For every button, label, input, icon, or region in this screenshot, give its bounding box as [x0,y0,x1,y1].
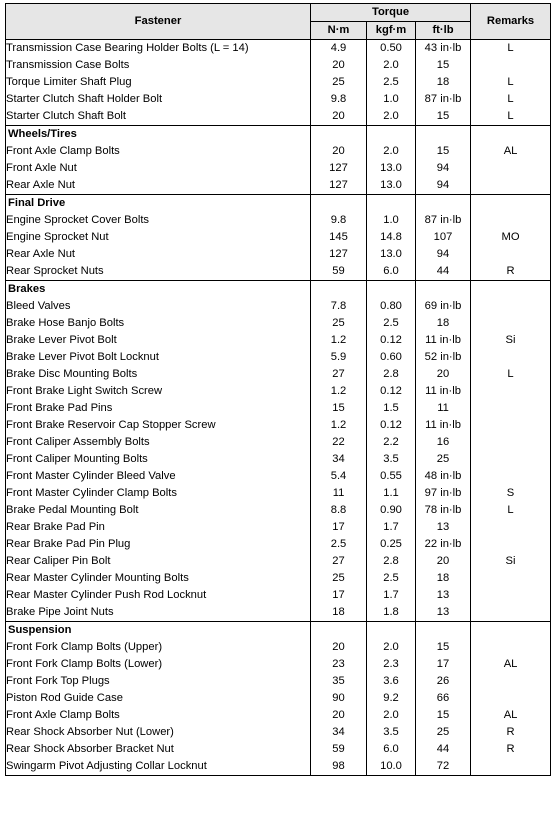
torque-ftlb: 16 [416,434,471,451]
fastener-name: Front Fork Clamp Bolts (Lower) [6,656,311,673]
torque-ftlb: 15 [416,108,471,126]
remarks: R [471,724,551,741]
remarks [471,298,551,315]
fastener-name: Brake Lever Pivot Bolt Locknut [6,349,311,366]
remarks: L [471,108,551,126]
torque-kgfm: 0.12 [367,332,416,349]
fastener-name: Front Brake Reservoir Cap Stopper Screw [6,417,311,434]
torque-nm: 59 [311,741,367,758]
empty-cell [367,281,416,299]
torque-kgfm: 1.7 [367,587,416,604]
table-row [6,349,551,366]
torque-kgfm: 3.5 [367,451,416,468]
table-row [6,91,551,108]
fastener-name: Rear Brake Pad Pin [6,519,311,536]
torque-ftlb: 94 [416,177,471,195]
empty-cell [416,622,471,640]
empty-cell [367,622,416,640]
fastener-name: Brake Disc Mounting Bolts [6,366,311,383]
remarks: AL [471,143,551,160]
fastener-name: Brake Pipe Joint Nuts [6,604,311,622]
torque-nm: 4.9 [311,40,367,58]
torque-ftlb: 13 [416,587,471,604]
header-kgfm: kgf·m [367,22,416,40]
torque-kgfm: 2.0 [367,143,416,160]
torque-ftlb: 13 [416,519,471,536]
torque-kgfm: 3.6 [367,673,416,690]
torque-ftlb: 87 in·lb [416,212,471,229]
section-header-row [6,622,551,640]
torque-ftlb: 15 [416,57,471,74]
torque-nm: 25 [311,74,367,91]
torque-ftlb: 15 [416,707,471,724]
torque-ftlb: 52 in·lb [416,349,471,366]
header-nm: N·m [311,22,367,40]
torque-ftlb: 69 in·lb [416,298,471,315]
fastener-name: Rear Caliper Pin Bolt [6,553,311,570]
empty-cell [416,195,471,213]
torque-ftlb: 44 [416,263,471,281]
torque-nm: 9.8 [311,91,367,108]
torque-nm: 5.4 [311,468,367,485]
torque-ftlb: 11 in·lb [416,417,471,434]
table-row [6,673,551,690]
table-row [6,74,551,91]
empty-cell [311,622,367,640]
fastener-name: Rear Brake Pad Pin Plug [6,536,311,553]
torque-nm: 127 [311,246,367,263]
torque-nm: 98 [311,758,367,776]
table-row [6,212,551,229]
torque-kgfm: 6.0 [367,263,416,281]
torque-ftlb: 11 [416,400,471,417]
table-row [6,690,551,707]
torque-ftlb: 18 [416,570,471,587]
remarks [471,451,551,468]
torque-ftlb: 107 [416,229,471,246]
torque-kgfm: 10.0 [367,758,416,776]
empty-cell [471,195,551,213]
torque-ftlb: 43 in·lb [416,40,471,58]
empty-cell [311,281,367,299]
remarks [471,177,551,195]
fastener-name: Piston Rod Guide Case [6,690,311,707]
torque-kgfm: 0.50 [367,40,416,58]
torque-nm: 20 [311,57,367,74]
torque-ftlb: 15 [416,143,471,160]
remarks: AL [471,707,551,724]
fastener-name: Front Axle Clamp Bolts [6,143,311,160]
empty-cell [471,622,551,640]
section-header-row [6,281,551,299]
remarks [471,315,551,332]
table-row [6,332,551,349]
torque-kgfm: 2.5 [367,570,416,587]
remarks: MO [471,229,551,246]
table-row [6,502,551,519]
torque-kgfm: 1.8 [367,604,416,622]
section-title: Brakes [6,281,311,299]
torque-ftlb: 78 in·lb [416,502,471,519]
section-title: Final Drive [6,195,311,213]
torque-kgfm: 1.0 [367,91,416,108]
table-row [6,570,551,587]
remarks [471,246,551,263]
torque-nm: 11 [311,485,367,502]
remarks: L [471,74,551,91]
torque-kgfm: 13.0 [367,246,416,263]
table-row [6,57,551,74]
torque-nm: 1.2 [311,332,367,349]
torque-ftlb: 11 in·lb [416,332,471,349]
table-row [6,553,551,570]
table-row [6,229,551,246]
table-row [6,741,551,758]
torque-kgfm: 1.7 [367,519,416,536]
remarks [471,400,551,417]
torque-kgfm: 2.2 [367,434,416,451]
empty-cell [311,126,367,144]
torque-ftlb: 18 [416,315,471,332]
torque-nm: 145 [311,229,367,246]
torque-nm: 25 [311,315,367,332]
torque-nm: 17 [311,587,367,604]
torque-nm: 7.8 [311,298,367,315]
header-ftlb: ft·lb [416,22,471,40]
remarks: S [471,485,551,502]
remarks [471,536,551,553]
remarks: L [471,502,551,519]
torque-ftlb: 94 [416,160,471,177]
table-row [6,177,551,195]
empty-cell [367,195,416,213]
table-row [6,707,551,724]
torque-ftlb: 72 [416,758,471,776]
torque-ftlb: 26 [416,673,471,690]
torque-nm: 1.2 [311,417,367,434]
torque-kgfm: 13.0 [367,177,416,195]
torque-kgfm: 13.0 [367,160,416,177]
fastener-name: Rear Master Cylinder Mounting Bolts [6,570,311,587]
torque-kgfm: 1.1 [367,485,416,502]
remarks [471,690,551,707]
table-row [6,298,551,315]
fastener-name: Front Brake Pad Pins [6,400,311,417]
table-row [6,468,551,485]
torque-ftlb: 22 in·lb [416,536,471,553]
remarks: AL [471,656,551,673]
torque-kgfm: 0.90 [367,502,416,519]
fastener-name: Rear Sprocket Nuts [6,263,311,281]
table-row [6,315,551,332]
torque-nm: 34 [311,724,367,741]
empty-cell [367,126,416,144]
torque-nm: 20 [311,639,367,656]
torque-ftlb: 48 in·lb [416,468,471,485]
fastener-name: Front Axle Nut [6,160,311,177]
empty-cell [311,195,367,213]
torque-kgfm: 3.5 [367,724,416,741]
torque-kgfm: 2.3 [367,656,416,673]
table-row [6,434,551,451]
fastener-name: Front Brake Light Switch Screw [6,383,311,400]
torque-nm: 34 [311,451,367,468]
torque-ftlb: 20 [416,366,471,383]
remarks: Si [471,332,551,349]
torque-ftlb: 11 in·lb [416,383,471,400]
torque-kgfm: 2.5 [367,74,416,91]
torque-nm: 1.2 [311,383,367,400]
torque-kgfm: 2.8 [367,366,416,383]
torque-nm: 20 [311,707,367,724]
torque-kgfm: 6.0 [367,741,416,758]
torque-table [5,3,551,776]
torque-ftlb: 17 [416,656,471,673]
remarks: L [471,91,551,108]
remarks [471,160,551,177]
table-row [6,587,551,604]
torque-ftlb: 18 [416,74,471,91]
torque-kgfm: 2.0 [367,108,416,126]
torque-nm: 27 [311,553,367,570]
fastener-name: Front Fork Clamp Bolts (Upper) [6,639,311,656]
fastener-name: Rear Master Cylinder Push Rod Locknut [6,587,311,604]
fastener-name: Brake Lever Pivot Bolt [6,332,311,349]
torque-ftlb: 25 [416,724,471,741]
torque-ftlb: 20 [416,553,471,570]
fastener-name: Transmission Case Bearing Holder Bolts (L = 14) [6,40,311,58]
remarks: R [471,741,551,758]
table-header [6,4,551,40]
fastener-name: Starter Clutch Shaft Bolt [6,108,311,126]
remarks [471,587,551,604]
section-header-row [6,195,551,213]
torque-kgfm: 0.55 [367,468,416,485]
torque-ftlb: 87 in·lb [416,91,471,108]
empty-cell [471,281,551,299]
remarks [471,758,551,776]
table-row [6,724,551,741]
fastener-name: Front Fork Top Plugs [6,673,311,690]
fastener-name: Rear Axle Nut [6,246,311,263]
fastener-name: Front Master Cylinder Bleed Valve [6,468,311,485]
torque-nm: 2.5 [311,536,367,553]
torque-nm: 9.8 [311,212,367,229]
table-row [6,639,551,656]
fastener-name: Rear Shock Absorber Nut (Lower) [6,724,311,741]
table-row [6,758,551,776]
torque-nm: 20 [311,108,367,126]
table-row [6,417,551,434]
fastener-name: Transmission Case Bolts [6,57,311,74]
header-remarks: Remarks [471,4,551,40]
remarks [471,604,551,622]
table-row [6,383,551,400]
torque-kgfm: 0.12 [367,383,416,400]
remarks [471,57,551,74]
torque-kgfm: 2.0 [367,707,416,724]
torque-nm: 127 [311,160,367,177]
torque-kgfm: 0.12 [367,417,416,434]
section-title: Wheels/Tires [6,126,311,144]
remarks [471,468,551,485]
table-row [6,246,551,263]
remarks: L [471,366,551,383]
table-row [6,656,551,673]
remarks [471,212,551,229]
torque-kgfm: 9.2 [367,690,416,707]
table-row [6,400,551,417]
torque-kgfm: 2.0 [367,57,416,74]
remarks [471,417,551,434]
fastener-name: Rear Axle Nut [6,177,311,195]
fastener-name: Starter Clutch Shaft Holder Bolt [6,91,311,108]
torque-kgfm: 14.8 [367,229,416,246]
table-row [6,536,551,553]
empty-cell [471,126,551,144]
torque-nm: 90 [311,690,367,707]
remarks [471,383,551,400]
torque-ftlb: 94 [416,246,471,263]
fastener-name: Front Master Cylinder Clamp Bolts [6,485,311,502]
remarks [471,434,551,451]
torque-ftlb: 44 [416,741,471,758]
torque-nm: 127 [311,177,367,195]
section-title: Suspension [6,622,311,640]
fastener-name: Brake Pedal Mounting Bolt [6,502,311,519]
torque-kgfm: 0.80 [367,298,416,315]
table-row [6,263,551,281]
table-row [6,108,551,126]
section-header-row [6,126,551,144]
torque-nm: 18 [311,604,367,622]
torque-kgfm: 0.60 [367,349,416,366]
torque-kgfm: 2.8 [367,553,416,570]
table-row [6,451,551,468]
fastener-name: Bleed Valves [6,298,311,315]
table-row [6,604,551,622]
torque-nm: 22 [311,434,367,451]
remarks [471,519,551,536]
fastener-name: Swingarm Pivot Adjusting Collar Locknut [6,758,311,776]
torque-nm: 59 [311,263,367,281]
fastener-name: Rear Shock Absorber Bracket Nut [6,741,311,758]
torque-nm: 27 [311,366,367,383]
remarks [471,639,551,656]
remarks [471,349,551,366]
torque-nm: 35 [311,673,367,690]
fastener-name: Torque Limiter Shaft Plug [6,74,311,91]
table-row [6,40,551,58]
fastener-name: Engine Sprocket Cover Bolts [6,212,311,229]
header-fastener: Fastener [6,4,311,40]
torque-nm: 15 [311,400,367,417]
remarks: Si [471,553,551,570]
torque-nm: 5.9 [311,349,367,366]
torque-kgfm: 2.5 [367,315,416,332]
fastener-name: Front Caliper Mounting Bolts [6,451,311,468]
table-row [6,519,551,536]
torque-ftlb: 13 [416,604,471,622]
torque-nm: 25 [311,570,367,587]
table-body [6,40,551,776]
torque-ftlb: 15 [416,639,471,656]
table-row [6,160,551,177]
remarks: R [471,263,551,281]
torque-nm: 8.8 [311,502,367,519]
torque-ftlb: 97 in·lb [416,485,471,502]
empty-cell [416,281,471,299]
torque-kgfm: 1.0 [367,212,416,229]
remarks [471,570,551,587]
remarks: L [471,40,551,58]
table-row [6,143,551,160]
fastener-name: Brake Hose Banjo Bolts [6,315,311,332]
fastener-name: Front Axle Clamp Bolts [6,707,311,724]
table-row [6,366,551,383]
torque-nm: 23 [311,656,367,673]
empty-cell [416,126,471,144]
torque-kgfm: 0.25 [367,536,416,553]
fastener-name: Front Caliper Assembly Bolts [6,434,311,451]
remarks [471,673,551,690]
torque-nm: 20 [311,143,367,160]
fastener-name: Engine Sprocket Nut [6,229,311,246]
table-row [6,485,551,502]
torque-kgfm: 1.5 [367,400,416,417]
torque-ftlb: 66 [416,690,471,707]
torque-ftlb: 25 [416,451,471,468]
torque-nm: 17 [311,519,367,536]
header-torque: Torque [311,4,471,22]
torque-kgfm: 2.0 [367,639,416,656]
